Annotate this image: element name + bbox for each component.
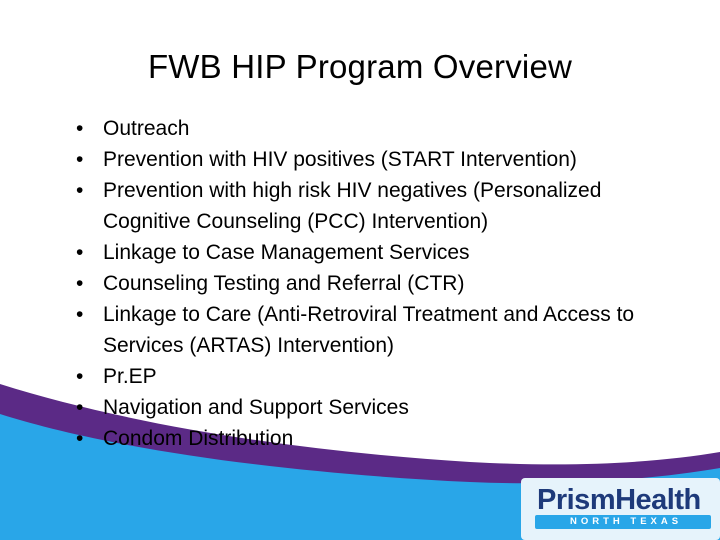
bullet-text: Outreach bbox=[103, 117, 190, 140]
bullet-text: Navigation and Support Services bbox=[103, 396, 409, 419]
bullet-dot: • bbox=[76, 396, 84, 419]
bullet-item bbox=[76, 423, 676, 454]
bullet-dot: • bbox=[76, 365, 84, 388]
bullet-text: Condom Distribution bbox=[103, 427, 294, 450]
bullet-list bbox=[76, 113, 676, 454]
logo-subtitle: NORTH TEXAS bbox=[570, 516, 683, 527]
bullet-item bbox=[76, 175, 676, 237]
bullet-text: Counseling Testing and Referral (CTR) bbox=[103, 272, 465, 295]
bullet-dot: • bbox=[76, 272, 84, 295]
bullet-item bbox=[76, 237, 676, 268]
bullet-item bbox=[76, 113, 676, 144]
bullet-item bbox=[76, 268, 676, 299]
bullet-dot: • bbox=[76, 148, 84, 171]
prismhealth-logo bbox=[521, 478, 720, 540]
bullet-text: Prevention with high risk HIV negatives (Personalized Cognitive Counseling (PCC) Intervention) bbox=[103, 179, 602, 233]
bullet-dot: • bbox=[76, 427, 84, 450]
bullet-dot: • bbox=[76, 241, 84, 264]
bullet-dot: • bbox=[76, 117, 84, 140]
bullet-dot: • bbox=[76, 303, 84, 326]
slide-title: FWB HIP Program Overview bbox=[147, 48, 573, 85]
bullet-text: Linkage to Care (Anti-Retroviral Treatment and Access to Services (ARTAS) Intervention) bbox=[103, 303, 635, 357]
bullet-dot: • bbox=[76, 179, 84, 202]
bullet-text: Linkage to Case Management Services bbox=[103, 241, 470, 264]
bullet-item bbox=[76, 299, 676, 361]
bullet-text: Prevention with HIV positives (START Intervention) bbox=[103, 148, 577, 171]
bullet-item bbox=[76, 361, 676, 392]
bullet-text: Pr.EP bbox=[103, 365, 157, 388]
bullet-item bbox=[76, 392, 676, 423]
bullet-item bbox=[76, 144, 676, 175]
logo-wordmark: PrismHealth bbox=[537, 484, 701, 516]
